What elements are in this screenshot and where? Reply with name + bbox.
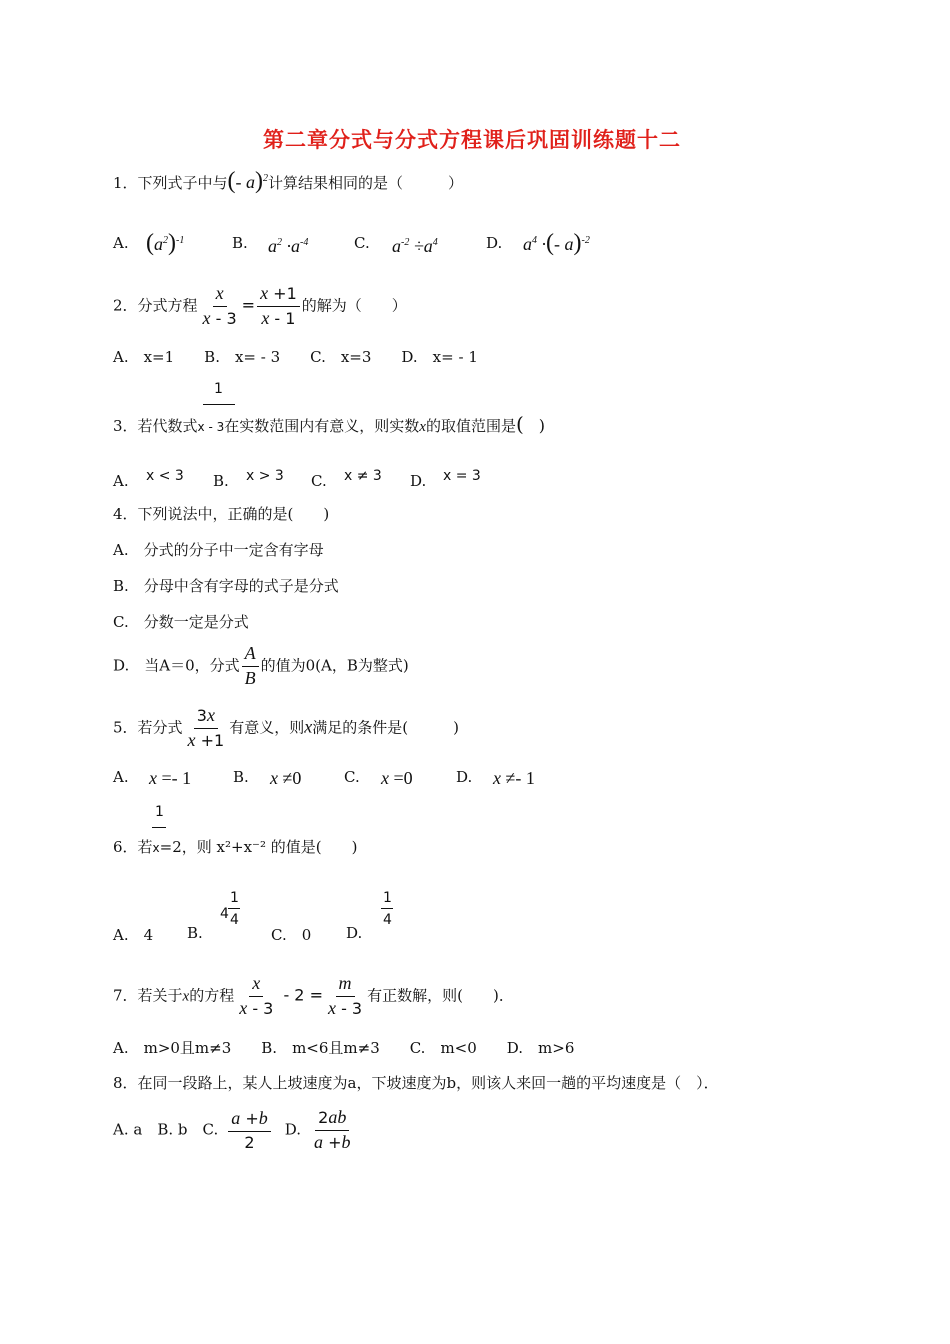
question-7-stem: 7．若关于x的方程 $\frac{x}{x - 3}$ - 2 = $\frac{m}{x - 3}$ 有正数解，则( )． bbox=[113, 973, 514, 1018]
question-6-option-c: C. 0 bbox=[271, 926, 312, 944]
question-6-option-a: A. 4 bbox=[113, 926, 154, 944]
question-4-option-a: A. 分式的分子中一定含有字母 bbox=[113, 541, 324, 559]
question-5-option-b-math: x ≠0 bbox=[270, 768, 302, 788]
question-5-mid: 有意义，则 bbox=[229, 718, 305, 737]
option-label: A. bbox=[113, 234, 129, 252]
question-3-stem: 3．若代数式x - 3在实数范围内有意义，则实数x的取值范围是( ) bbox=[113, 412, 546, 436]
fraction-a-plus-b-over-2: $\frac{a +b}{2}$ bbox=[228, 1109, 271, 1151]
question-2-prefix: 2．分式方程 bbox=[113, 296, 198, 315]
question-4-option-b: B. 分母中含有字母的式子是分式 bbox=[113, 577, 339, 595]
option-label: C. bbox=[311, 472, 327, 490]
question-1-prefix: 1．下列式子中与 bbox=[113, 174, 228, 192]
option-label: B. bbox=[233, 768, 249, 786]
question-1-option-c bbox=[354, 234, 370, 252]
fraction-3x-over-x-plus-1: $\frac{3x}{x +1}$ bbox=[187, 705, 225, 750]
question-5-option-c bbox=[344, 768, 360, 786]
option-label: A. bbox=[113, 472, 129, 490]
question-4-option-c: C. 分数一定是分式 bbox=[113, 613, 249, 631]
question-3-option-c bbox=[311, 472, 327, 490]
question-2-stem: 2．分式方程 $\frac{x}{x - 3}$ = $\frac{x +1}{x - 1}$ 的解为（ ） bbox=[113, 283, 407, 328]
option-label: A. bbox=[113, 768, 129, 786]
question-8-option-a: A. a bbox=[113, 1120, 143, 1139]
question-3-fraction-bar bbox=[203, 404, 235, 405]
question-6-prefix: 6．若 bbox=[113, 838, 153, 856]
fraction-x-over-x-minus-3: $\frac{x}{x - 3}$ bbox=[239, 973, 274, 1018]
variable-x: x bbox=[304, 716, 313, 737]
question-1-suffix: 计算结果相同的是（ ） bbox=[268, 174, 464, 192]
question-1-option-b bbox=[232, 234, 248, 252]
option-label: D. bbox=[410, 472, 427, 490]
question-8-options bbox=[113, 1108, 356, 1153]
question-7-prefix: 7．若关于 bbox=[113, 986, 183, 1005]
question-6-fraction-numerator: 1 bbox=[155, 804, 164, 820]
variable-x: x bbox=[182, 988, 190, 1005]
question-5-option-c-math: x =0 bbox=[381, 768, 413, 788]
option-label: B. bbox=[213, 472, 229, 490]
question-1-option-d bbox=[486, 234, 502, 252]
question-3-option-a-value: x < 3 bbox=[146, 468, 184, 484]
question-3-option-d-value: x = 3 bbox=[443, 468, 481, 484]
option-label: D. bbox=[456, 768, 473, 786]
question-1-option-a-math: $(a^2)^{-1}$ bbox=[146, 230, 185, 256]
fraction-m-over-x-minus-3: $\frac{m}{x - 3}$ bbox=[327, 973, 363, 1018]
question-5-option-b bbox=[233, 768, 249, 786]
question-1-option-d-math: $a^4$ ·(- a)$^{-2}$ bbox=[523, 230, 590, 256]
question-1-option-c-math: $a^{-2} \div a^4$ bbox=[392, 236, 438, 256]
question-6-fraction-bar bbox=[152, 827, 166, 828]
question-5-option-d bbox=[456, 768, 472, 786]
question-3-option-c-value: x ≠ 3 bbox=[344, 468, 382, 484]
page-title: 第二章分式与分式方程课后巩固训练题十二 bbox=[263, 127, 681, 152]
question-3-option-a bbox=[113, 472, 129, 490]
question-1-expression: (- a)$^2$ bbox=[227, 168, 269, 194]
question-4-option-d-prefix: D. 当A＝0，分式 bbox=[113, 656, 240, 675]
option-label: D. bbox=[486, 234, 503, 252]
question-5-option-a bbox=[113, 768, 129, 786]
question-6-option-b: B. bbox=[187, 924, 203, 942]
question-5-suffix: 满足的条件是( ) bbox=[312, 718, 459, 737]
question-3-fraction-numerator: 1 bbox=[214, 381, 223, 397]
question-7-options: A. m>0且m≠3 B. m<6且m≠3 C. m<0 D. m>6 bbox=[113, 1039, 575, 1057]
question-7-suffix: 有正数解，则( )． bbox=[367, 986, 514, 1005]
question-4-option-d-suffix: 的值为0(A，B为整式) bbox=[260, 656, 409, 675]
question-3-option-b bbox=[213, 472, 229, 490]
question-3-option-d bbox=[410, 472, 426, 490]
question-1-option-b-math: $a^2 \cdot a^{-4}$ bbox=[268, 236, 309, 256]
question-3-denominator: x - 3 bbox=[197, 420, 225, 434]
question-8-option-b: B. b bbox=[157, 1120, 188, 1139]
question-3-suffix-2: 的取值范围是 bbox=[425, 417, 516, 435]
equation-left-fraction: $\frac{x}{x - 3}$ bbox=[202, 283, 237, 328]
question-7-mid: 的方程 bbox=[189, 986, 235, 1005]
question-5-option-a-math: x =- 1 bbox=[149, 768, 192, 788]
fraction-a-over-b: $\frac{A}{B}$ bbox=[242, 644, 259, 689]
question-6-denominator: x bbox=[152, 841, 160, 855]
question-1-stem bbox=[113, 168, 463, 195]
question-5-stem bbox=[113, 706, 459, 751]
variable-x: x bbox=[419, 419, 426, 435]
question-6-stem bbox=[113, 836, 357, 857]
option-label: B. bbox=[232, 234, 248, 252]
option-label: C. bbox=[344, 768, 360, 786]
question-2-suffix: 的解为（ ） bbox=[301, 296, 407, 315]
option-label: C. bbox=[354, 234, 370, 252]
question-4-stem: 4．下列说法中，正确的是( ) bbox=[113, 505, 330, 523]
question-3-prefix: 3．若代数式 bbox=[113, 417, 198, 435]
question-3-suffix: 在实数范围内有意义，则实数 bbox=[224, 417, 420, 435]
question-4-option-d bbox=[113, 644, 409, 689]
question-8-option-c: C. bbox=[202, 1120, 219, 1139]
question-3-option-b-value: x > 3 bbox=[246, 468, 284, 484]
question-6-option-d: D. bbox=[346, 924, 363, 942]
fraction-2ab-over-a-plus-b: $\frac{2ab}{a +b}$ bbox=[314, 1107, 351, 1152]
question-5-option-d-math: x ≠- 1 bbox=[493, 768, 535, 788]
question-1-option-a bbox=[113, 234, 129, 252]
question-8-stem: 8．在同一段路上，某人上坡速度为a，下坡速度为b，则该人来回一趟的平均速度是（ ）． bbox=[113, 1074, 719, 1092]
question-6-suffix: =2，则 x²+x⁻² 的值是( ) bbox=[159, 838, 358, 856]
equation-right-fraction: $\frac{x +1}{x - 1}$ bbox=[257, 284, 300, 329]
question-5-prefix: 5．若分式 bbox=[113, 718, 183, 737]
question-2-options: A. x=1 B. x= - 3 C. x=3 D. x= - 1 bbox=[113, 348, 478, 366]
question-8-option-d: D. bbox=[284, 1120, 301, 1139]
